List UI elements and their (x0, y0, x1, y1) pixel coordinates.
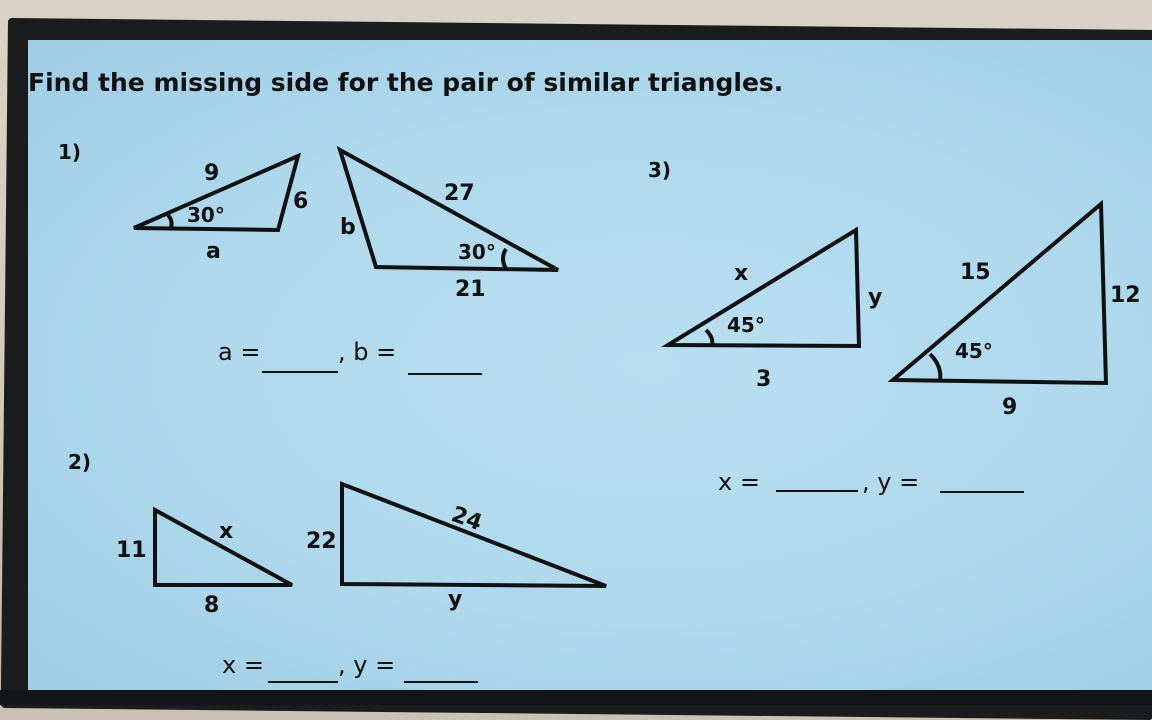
side-label-bottom: 3 (756, 367, 772, 392)
side-label-bottom: 9 (1002, 395, 1018, 420)
side-label-right: 12 (1110, 283, 1141, 308)
side-label-top: 27 (444, 181, 475, 206)
problem-2-number: 2) (68, 450, 92, 474)
answer-x-label: x = (718, 468, 760, 496)
answer-y-label: , y = (862, 468, 920, 496)
side-label-left: 22 (306, 529, 337, 554)
problem-1-small-triangle (134, 156, 308, 264)
side-label-right: 6 (293, 189, 309, 214)
side-label-hyp: 15 (960, 260, 991, 285)
angle-arc (930, 354, 940, 380)
angle-label: 45° (955, 339, 993, 363)
answer-b-label: , b = (338, 338, 397, 366)
problem-1-large-triangle (340, 150, 558, 302)
triangle-shape (893, 204, 1106, 383)
problem-1-answer (218, 338, 482, 374)
angle-arc (503, 249, 506, 269)
answer-a-label: a = (218, 338, 261, 366)
side-label-hyp: x (219, 519, 234, 544)
side-label-bottom: 8 (204, 593, 220, 618)
angle-label: 30° (187, 203, 225, 227)
answer-y-label: , y = (338, 651, 396, 679)
problem-3-large-triangle (893, 204, 1141, 420)
side-label-left: b (340, 215, 356, 240)
problem-3-small-triangle (668, 230, 882, 392)
problem-2-answer (222, 651, 478, 682)
problem-2-small-triangle (116, 510, 292, 618)
problem-3-answer (718, 468, 1024, 496)
answer-x-label: x = (222, 651, 264, 679)
angle-label: 30° (458, 240, 496, 264)
side-label-bottom: 21 (455, 277, 486, 302)
side-label-top: 9 (204, 161, 220, 186)
problem-2-large-triangle (306, 484, 606, 612)
angle-label: 45° (727, 313, 765, 337)
side-label-bottom: a (206, 239, 221, 264)
problem-1-number: 1) (58, 140, 82, 164)
worksheet-title: Find the missing side for the pair of similar triangles. (28, 68, 784, 97)
side-label-right: y (868, 285, 883, 310)
side-label-bottom: y (448, 587, 463, 612)
side-label-hyp: x (734, 261, 749, 286)
problem-3-number: 3) (648, 158, 672, 182)
side-label-hyp: 24 (447, 502, 486, 537)
triangle-shape (340, 150, 558, 270)
side-label-left: 11 (116, 538, 147, 563)
